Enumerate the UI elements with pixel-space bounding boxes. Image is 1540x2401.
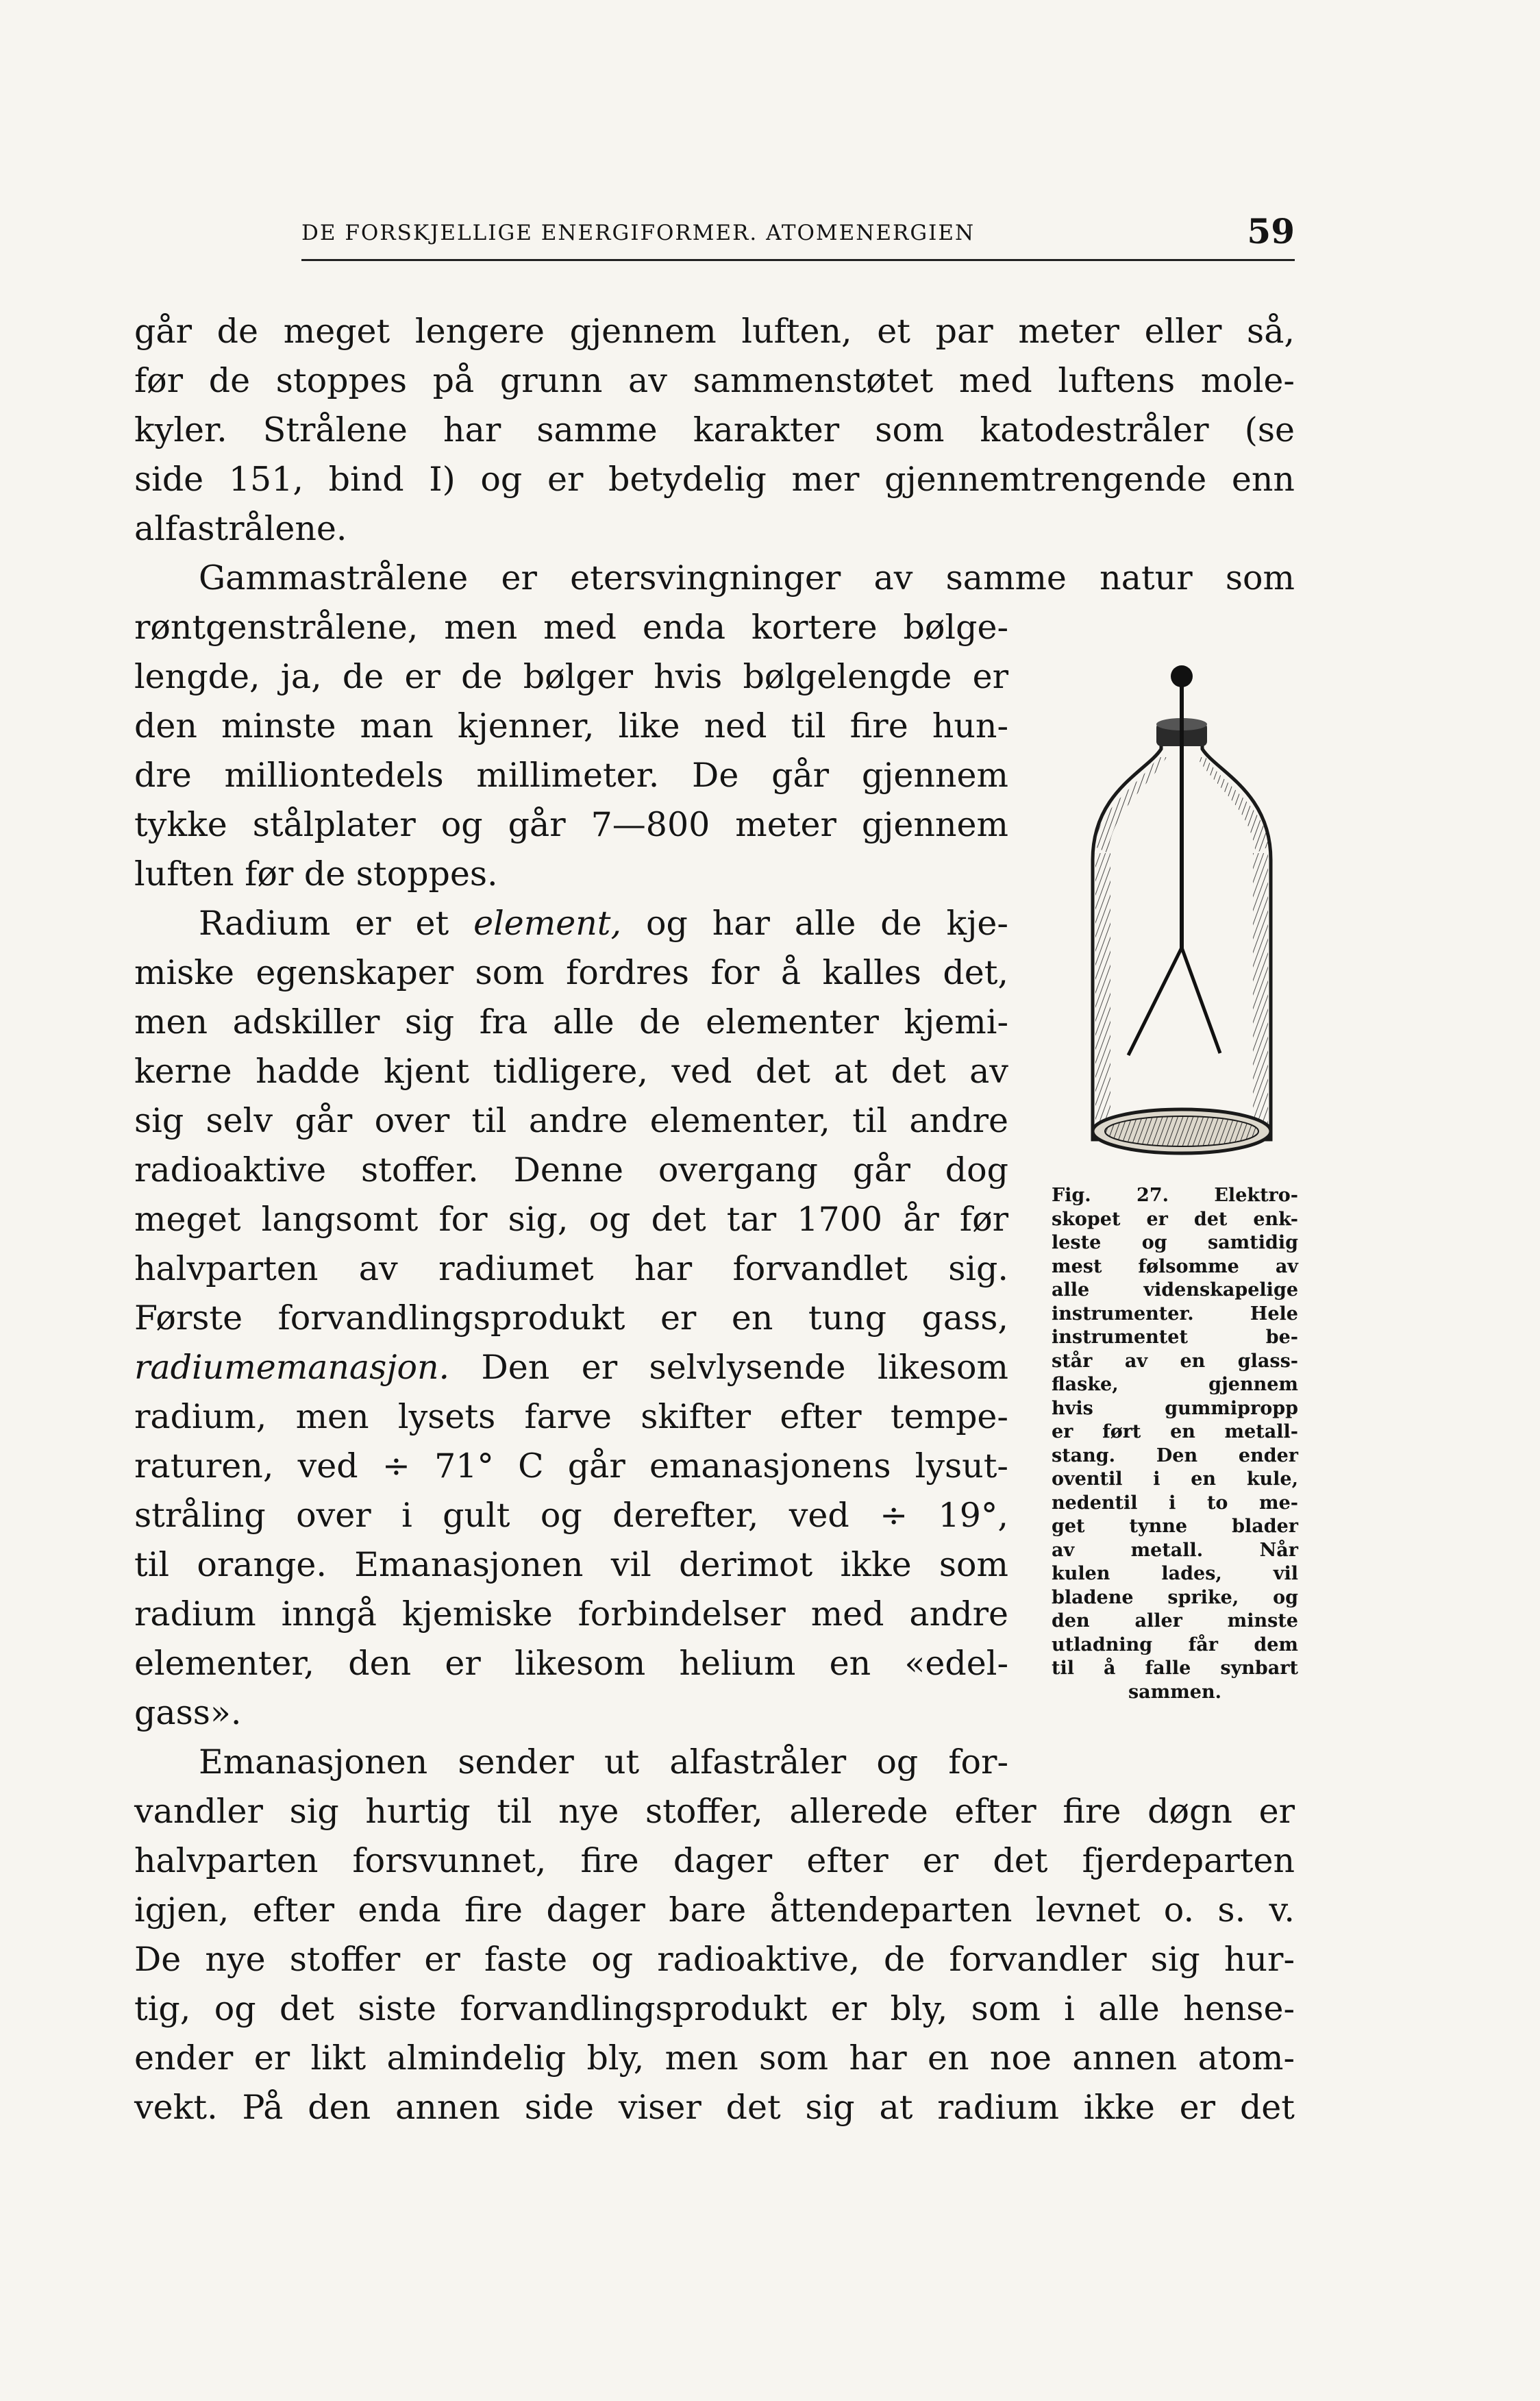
text-line: halvparten av radiumet har forvandlet sig. (134, 1249, 1008, 1288)
caption-line: alle videnskapelige (1052, 1279, 1298, 1301)
text-segment: Radium er et (199, 904, 474, 943)
text-line: side 151, bind I) og er betydelig mer gjennemtrengende enn (134, 460, 1295, 499)
electroscope-illustration (1045, 654, 1312, 1168)
running-title: DE FORSKJELLIGE ENERGIFORMER. ATOMENERGIEN (301, 221, 976, 245)
figure-caption (1052, 1184, 1298, 1704)
text-line: stråling over i gult og derefter, ved ÷ 19°, (134, 1496, 1008, 1535)
text-line (134, 1343, 1008, 1392)
paragraph-start (134, 899, 1008, 948)
caption-line: er ført en metall- (1052, 1421, 1298, 1442)
text-line: tig, og det siste forvandlingsprodukt er bly, som i alle hense- (134, 1989, 1295, 2028)
caption-line: av metall. Når (1052, 1539, 1298, 1561)
text-line: dre milliontedels millimeter. De går gjennem (134, 756, 1008, 795)
text-line: vekt. På den annen side viser det sig at radium ikke er det (134, 2088, 1295, 2127)
text-line: radium inngå kjemiske forbindelser med andre (134, 1594, 1008, 1634)
text-segment: og har alle de kje- (621, 904, 1008, 943)
text-line: gass». (134, 1693, 242, 1732)
bottle-base (1093, 1109, 1271, 1153)
text-line: Første forvandlingsprodukt er en tung gass, (134, 1298, 1008, 1338)
metal-leaves (1128, 948, 1220, 1055)
text-line: ender er likt almindelig bly, men som har en noe annen atom- (134, 2039, 1295, 2078)
caption-line: leste og samtidig (1052, 1232, 1298, 1253)
text-line: vandler sig hurtig til nye stoffer, allerede efter fire døgn er (134, 1792, 1295, 1831)
caption-line: til å falle synbart (1052, 1658, 1298, 1679)
text-line: radioaktive stoffer. Denne overgang går dog (134, 1150, 1008, 1190)
caption-line: bladene sprike, og (1052, 1586, 1298, 1608)
text-line: radium, men lysets farve skifter efter tempe- (134, 1397, 1008, 1436)
text-line: kyler. Strålene har samme karakter som katodestråler (se (134, 410, 1295, 450)
text-segment: Den er selvlysende likesom (449, 1348, 1008, 1387)
text-line: lengde, ja, de er de bølger hvis bølgelengde er (134, 657, 1008, 696)
page-number: 59 (1247, 211, 1295, 251)
metal-ball (1171, 665, 1193, 687)
caption-line: nedentil i to me- (1052, 1492, 1298, 1514)
caption-line: utladning får dem (1052, 1634, 1298, 1655)
caption-line: Fig. 27. Elektro- (1052, 1185, 1298, 1206)
text-line: raturen, ved ÷ 71° C går emanasjonens lysut- (134, 1446, 1008, 1486)
text-line: igjen, efter enda fire dager bare åttendeparten levnet o. s. v. (134, 1891, 1295, 1930)
paragraph-start: Gammastrålene er etersvingninger av samme natur som (199, 558, 1295, 598)
text-line: røntgenstrålene, men med enda kortere bølge- (134, 608, 1008, 647)
text-line: kerne hadde kjent tidligere, ved det at det av (134, 1052, 1008, 1091)
caption-line: oventil i en kule, (1052, 1468, 1298, 1490)
caption-line: instrumenter. Hele (1052, 1303, 1298, 1325)
text-line: miske egenskaper som fordres for å kalles det, (134, 953, 1008, 992)
text-line: før de stoppes på grunn av sammenstøtet med luftens mole- (134, 361, 1295, 400)
text-line: til orange. Emanasjonen vil derimot ikke som (134, 1545, 1008, 1584)
caption-line: stang. Den ender (1052, 1444, 1298, 1466)
text-line: den minste man kjenner, like ned til fire hun- (134, 706, 1008, 746)
caption-line: flaske, gjennem (1052, 1374, 1298, 1395)
text-line: tykke stålplater og går 7—800 meter gjennem (134, 805, 1008, 844)
text-line: De nye stoffer er faste og radioaktive, de forvandler sig hur- (134, 1940, 1295, 1979)
caption-line: hvis gummipropp (1052, 1397, 1298, 1419)
text-line: men adskiller sig fra alle de elementer kjemi- (134, 1002, 1008, 1042)
running-head (301, 211, 1295, 260)
text-line: sig selv går over til andre elementer, til andre (134, 1101, 1008, 1140)
emphasized-term: element, (473, 904, 622, 943)
caption-line: get tynne blader (1052, 1516, 1298, 1537)
caption-line: står av en glass- (1052, 1350, 1298, 1372)
caption-line: den aller minste (1052, 1610, 1298, 1632)
caption-line: instrumentet be- (1052, 1327, 1298, 1348)
caption-line: kulen lades, vil (1052, 1563, 1298, 1584)
caption-line: sammen. (1128, 1681, 1222, 1703)
text-line: går de meget lengere gjennem luften, et par meter eller så, (134, 312, 1295, 351)
text-line: elementer, den er likesom helium en «edel- (134, 1644, 1008, 1683)
text-line: luften før de stoppes. (134, 854, 498, 894)
caption-line: skopet er det enk- (1052, 1208, 1298, 1230)
paragraph-start: Emanasjonen sender ut alfastråler og for- (199, 1743, 1008, 1782)
header-rule (301, 259, 1295, 261)
emphasized-term: radiumemanasjon. (134, 1348, 450, 1387)
text-line: halvparten forsvunnet, fire dager efter er det fjerdeparten (134, 1841, 1295, 1880)
text-line: meget langsomt for sig, og det tar 1700 år før (134, 1200, 1008, 1239)
text-line: alfastrålene. (134, 509, 347, 548)
caption-line: mest følsomme av (1052, 1255, 1298, 1277)
